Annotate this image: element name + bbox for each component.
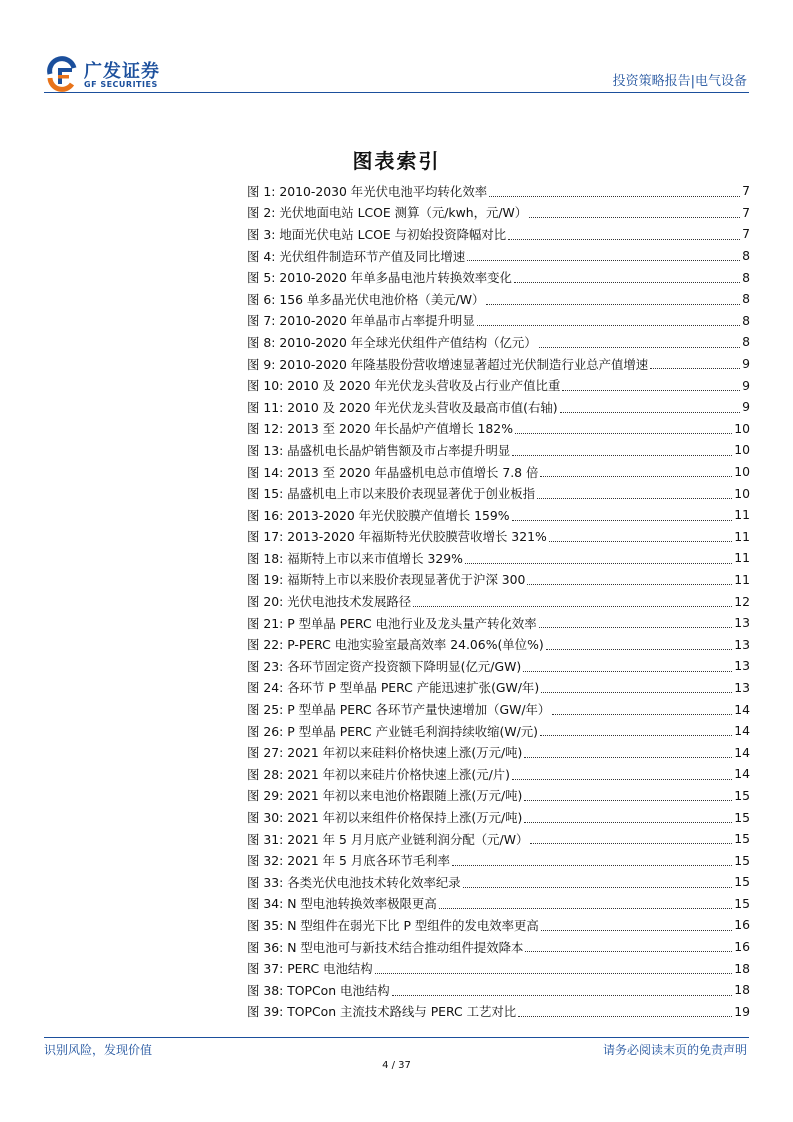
toc-entry-page: 10: [734, 485, 750, 501]
toc-entry-page: 10: [734, 442, 750, 458]
toc-entry-page: 14: [734, 766, 750, 782]
toc-entry-label: 图 16: 2013-2020 年光伏胶膜产值增长 159%: [247, 507, 510, 523]
page-number: 4 / 37: [382, 1060, 411, 1071]
toc-leader-dots: [486, 303, 740, 305]
toc-leader-dots: [523, 670, 732, 672]
toc-entry[interactable]: [247, 936, 750, 958]
toc-leader-dots: [375, 972, 733, 974]
toc-entry[interactable]: [247, 612, 750, 634]
toc-entry-page: 13: [734, 615, 750, 631]
toc-leader-dots: [525, 950, 732, 952]
toc-entry[interactable]: [247, 504, 750, 526]
toc-entry[interactable]: [247, 482, 750, 504]
toc-entry-page: 13: [734, 679, 750, 695]
toc-entry-page: 16: [734, 939, 750, 955]
toc-leader-dots: [524, 821, 732, 823]
toc-entry-label: 图 29: 2021 年初以来电池价格跟随上涨(万元/吨): [247, 788, 523, 804]
toc-leader-dots: [524, 799, 732, 801]
toc-entry-label: 图 30: 2021 年初以来组件价格保持上涨(万元/吨): [247, 810, 523, 826]
toc-entry-label: 图 5: 2010-2020 年单多晶电池片转换效率变化: [247, 270, 512, 286]
toc-entry-page: 7: [742, 204, 750, 220]
toc-entry-label: 图 39: TOPCon 主流技术路线与 PERC 工艺对比: [247, 1004, 517, 1020]
toc-entry[interactable]: [247, 914, 750, 936]
toc-entry-label: 图 11: 2010 及 2020 年光伏龙头营收及最高市值(右轴): [247, 399, 558, 415]
toc-entry-page: 18: [734, 982, 750, 998]
toc-entry-label: 图 6: 156 单多晶光伏电池价格（美元/W）: [247, 291, 485, 307]
toc-entry-page: 9: [742, 356, 750, 372]
toc-leader-dots: [467, 259, 740, 261]
toc-entry[interactable]: [247, 849, 750, 871]
report-type: 投资策略报告|电气设备: [612, 74, 747, 89]
toc-entry-label: 图 21: P 型单晶 PERC 电池行业及龙头量产转化效率: [247, 615, 537, 631]
toc-entry[interactable]: [247, 655, 750, 677]
toc-entry[interactable]: [247, 461, 750, 483]
toc-entry[interactable]: [247, 288, 750, 310]
header-divider: [44, 92, 749, 93]
toc-entry-page: 14: [734, 723, 750, 739]
toc-entry-label: 图 17: 2013-2020 年福斯特光伏胶膜营收增长 321%: [247, 529, 547, 545]
toc-entry-page: 11: [734, 571, 750, 587]
toc-entry-label: 图 35: N 型组件在弱光下比 P 型组件的发电效率更高: [247, 917, 539, 933]
toc-leader-dots: [515, 432, 732, 434]
toc-entry[interactable]: [247, 396, 750, 418]
toc-entry-page: 15: [734, 787, 750, 803]
toc-entry[interactable]: [247, 202, 750, 224]
toc-leader-dots: [512, 778, 732, 780]
toc-entry-label: 图 37: PERC 电池结构: [247, 961, 373, 977]
company-logo: [44, 56, 184, 96]
toc-entry[interactable]: [247, 871, 750, 893]
toc-entry[interactable]: [247, 806, 750, 828]
toc-entry-label: 图 4: 光伏组件制造环节产值及同比增速: [247, 248, 466, 264]
toc-entry[interactable]: [247, 785, 750, 807]
toc-entry-label: 图 3: 地面光伏电站 LCOE 与初始投资降幅对比: [247, 226, 507, 242]
toc-entry[interactable]: [247, 633, 750, 655]
toc-leader-dots: [439, 907, 733, 909]
toc-entry-label: 图 18: 福斯特上市以来市值增长 329%: [247, 550, 463, 566]
toc-entry[interactable]: [247, 979, 750, 1001]
toc-entry-label: 图 24: 各环节 P 型单晶 PERC 产能迅速扩张(GW/年): [247, 680, 540, 696]
toc-entry-label: 图 2: 光伏地面电站 LCOE 测算（元/kwh，元/W）: [247, 205, 528, 221]
toc-entry-label: 图 12: 2013 至 2020 年长晶炉产值增长 182%: [247, 421, 513, 437]
toc-entry-page: 8: [742, 248, 750, 264]
toc-entry[interactable]: [247, 741, 750, 763]
toc-entry[interactable]: [247, 310, 750, 332]
toc-entry[interactable]: [247, 1001, 750, 1023]
toc-entry-label: 图 23: 各环节固定资产投资额下降明显(亿元/GW): [247, 658, 522, 674]
toc-entry[interactable]: [247, 698, 750, 720]
toc-entry-page: 18: [734, 960, 750, 976]
toc-entry[interactable]: [247, 526, 750, 548]
toc-entry-page: 14: [734, 701, 750, 717]
toc-entry-page: 15: [734, 852, 750, 868]
toc-entry[interactable]: [247, 223, 750, 245]
toc-leader-dots: [540, 475, 732, 477]
toc-leader-dots: [537, 497, 732, 499]
toc-entry[interactable]: [247, 439, 750, 461]
toc-entry-page: 8: [742, 269, 750, 285]
toc-entry-page: 10: [734, 464, 750, 480]
toc-entry[interactable]: [247, 957, 750, 979]
toc-leader-dots: [524, 756, 732, 758]
toc-entry-label: 图 32: 2021 年 5 月底各环节毛利率: [247, 853, 450, 869]
toc-entry-label: 图 38: TOPCon 电池结构: [247, 982, 390, 998]
toc-entry-page: 11: [734, 507, 750, 523]
toc-entry-label: 图 19: 福斯特上市以来股价表现显著优于沪深 300: [247, 572, 526, 588]
toc-entry[interactable]: [247, 245, 750, 267]
toc-entry-page: 15: [734, 831, 750, 847]
toc-entry-page: 12: [734, 593, 750, 609]
toc-entry-page: 13: [734, 658, 750, 674]
toc-leader-dots: [508, 238, 740, 240]
toc-entry-label: 图 36: N 型电池可与新技术结合推动组件提效降本: [247, 939, 524, 955]
toc-leader-dots: [530, 842, 732, 844]
toc-leader-dots: [540, 734, 732, 736]
toc-leader-dots: [546, 648, 733, 650]
toc-entry[interactable]: [247, 569, 750, 591]
toc-entry-page: 8: [742, 334, 750, 350]
toc-entry-page: 15: [734, 874, 750, 890]
toc-entry[interactable]: [247, 266, 750, 288]
footer-disclaimer: 请务必阅读末页的免责声明: [602, 1043, 747, 1057]
toc-entry-label: 图 28: 2021 年初以来硅片价格快速上涨(元/片): [247, 766, 510, 782]
toc-entry-label: 图 22: P-PERC 电池实验室最高效率 24.06%(单位%): [247, 637, 544, 653]
toc-entry[interactable]: [247, 828, 750, 850]
toc-leader-dots: [512, 454, 732, 456]
page-title: 图表索引: [352, 149, 441, 173]
toc-entry[interactable]: [247, 180, 750, 202]
toc-entry-label: 图 15: 晶盛机电上市以来股价表现显著优于创业板指: [247, 486, 536, 502]
toc-leader-dots: [539, 626, 733, 628]
toc-entry-label: 图 31: 2021 年 5 月月底产业链利润分配（元/W）: [247, 831, 529, 847]
toc-entry-page: 11: [734, 550, 750, 566]
toc-entry[interactable]: [247, 331, 750, 353]
logo-chinese-name: 广发证券: [84, 61, 160, 82]
footer-slogan: 识别风险，发现价值: [44, 1043, 153, 1057]
toc-leader-dots: [392, 994, 733, 996]
toc-entry[interactable]: [247, 353, 750, 375]
toc-entry-page: 7: [742, 226, 750, 242]
gf-logo-icon: [44, 56, 80, 92]
toc-entry-page: 19: [734, 1003, 750, 1019]
toc-entry[interactable]: [247, 763, 750, 785]
toc-entry-label: 图 27: 2021 年初以来硅料价格快速上涨(万元/吨): [247, 745, 523, 761]
toc-entry-page: 9: [742, 399, 750, 415]
toc-leader-dots: [650, 367, 740, 369]
toc-entry-label: 图 33: 各类光伏电池技术转化效率纪录: [247, 874, 461, 890]
toc-entry-label: 图 1: 2010-2030 年光伏电池平均转化效率: [247, 183, 488, 199]
toc-leader-dots: [512, 519, 733, 521]
toc-leader-dots: [514, 281, 740, 283]
toc-entry[interactable]: [247, 547, 750, 569]
toc-leader-dots: [562, 389, 740, 391]
toc-entry-label: 图 13: 晶盛机电长晶炉销售额及市占率提升明显: [247, 442, 511, 458]
toc-leader-dots: [527, 583, 732, 585]
toc-entry-page: 13: [734, 636, 750, 652]
toc-entry-page: 7: [742, 183, 750, 199]
toc-leader-dots: [539, 346, 740, 348]
toc-entry-label: 图 9: 2010-2020 年隆基股份营收增速显著超过光伏制造行业总产值增速: [247, 356, 649, 372]
toc-entry-label: 图 20: 光伏电池技术发展路径: [247, 594, 412, 610]
toc-entry-page: 15: [734, 809, 750, 825]
toc-entry-label: 图 14: 2013 至 2020 年晶盛机电总市值增长 7.8 倍: [247, 464, 539, 480]
toc-entry[interactable]: [247, 418, 750, 440]
toc-entry[interactable]: [247, 720, 750, 742]
toc-entry-page: 9: [742, 377, 750, 393]
toc-entry[interactable]: [247, 590, 750, 612]
toc-leader-dots: [477, 324, 740, 326]
toc-leader-dots: [552, 713, 732, 715]
toc-leader-dots: [549, 540, 732, 542]
toc-entry-page: 15: [734, 895, 750, 911]
toc-entry-page: 16: [734, 917, 750, 933]
figure-index-list: [247, 180, 750, 1022]
toc-entry[interactable]: [247, 893, 750, 915]
toc-entry[interactable]: [247, 374, 750, 396]
toc-entry-page: 8: [742, 291, 750, 307]
toc-leader-dots: [529, 216, 740, 218]
toc-entry-label: 图 26: P 型单晶 PERC 产业链毛利润持续收缩(W/元): [247, 723, 539, 739]
toc-entry-page: 11: [734, 528, 750, 544]
toc-entry-label: 图 7: 2010-2020 年单晶市占率提升明显: [247, 313, 475, 329]
toc-leader-dots: [465, 562, 732, 564]
toc-leader-dots: [413, 605, 732, 607]
toc-leader-dots: [560, 411, 740, 413]
toc-leader-dots: [489, 195, 740, 197]
toc-entry-label: 图 8: 2010-2020 年全球光伏组件产值结构（亿元）: [247, 334, 537, 350]
toc-leader-dots: [452, 864, 732, 866]
toc-entry-page: 14: [734, 744, 750, 760]
toc-entry-page: 10: [734, 420, 750, 436]
toc-entry[interactable]: [247, 677, 750, 699]
toc-entry-label: 图 25: P 型单晶 PERC 各环节产量快速增加（GW/年）: [247, 702, 551, 718]
toc-entry-page: 8: [742, 312, 750, 328]
toc-leader-dots: [541, 691, 732, 693]
toc-entry-label: 图 34: N 型电池转换效率极限更高: [247, 896, 437, 912]
toc-leader-dots: [541, 929, 732, 931]
toc-leader-dots: [518, 1015, 732, 1017]
logo-english-name: GF SECURITIES: [84, 80, 158, 89]
toc-entry-label: 图 10: 2010 及 2020 年光伏龙头营收及占行业产值比重: [247, 378, 561, 394]
toc-leader-dots: [463, 886, 733, 888]
footer-divider: [44, 1037, 749, 1038]
